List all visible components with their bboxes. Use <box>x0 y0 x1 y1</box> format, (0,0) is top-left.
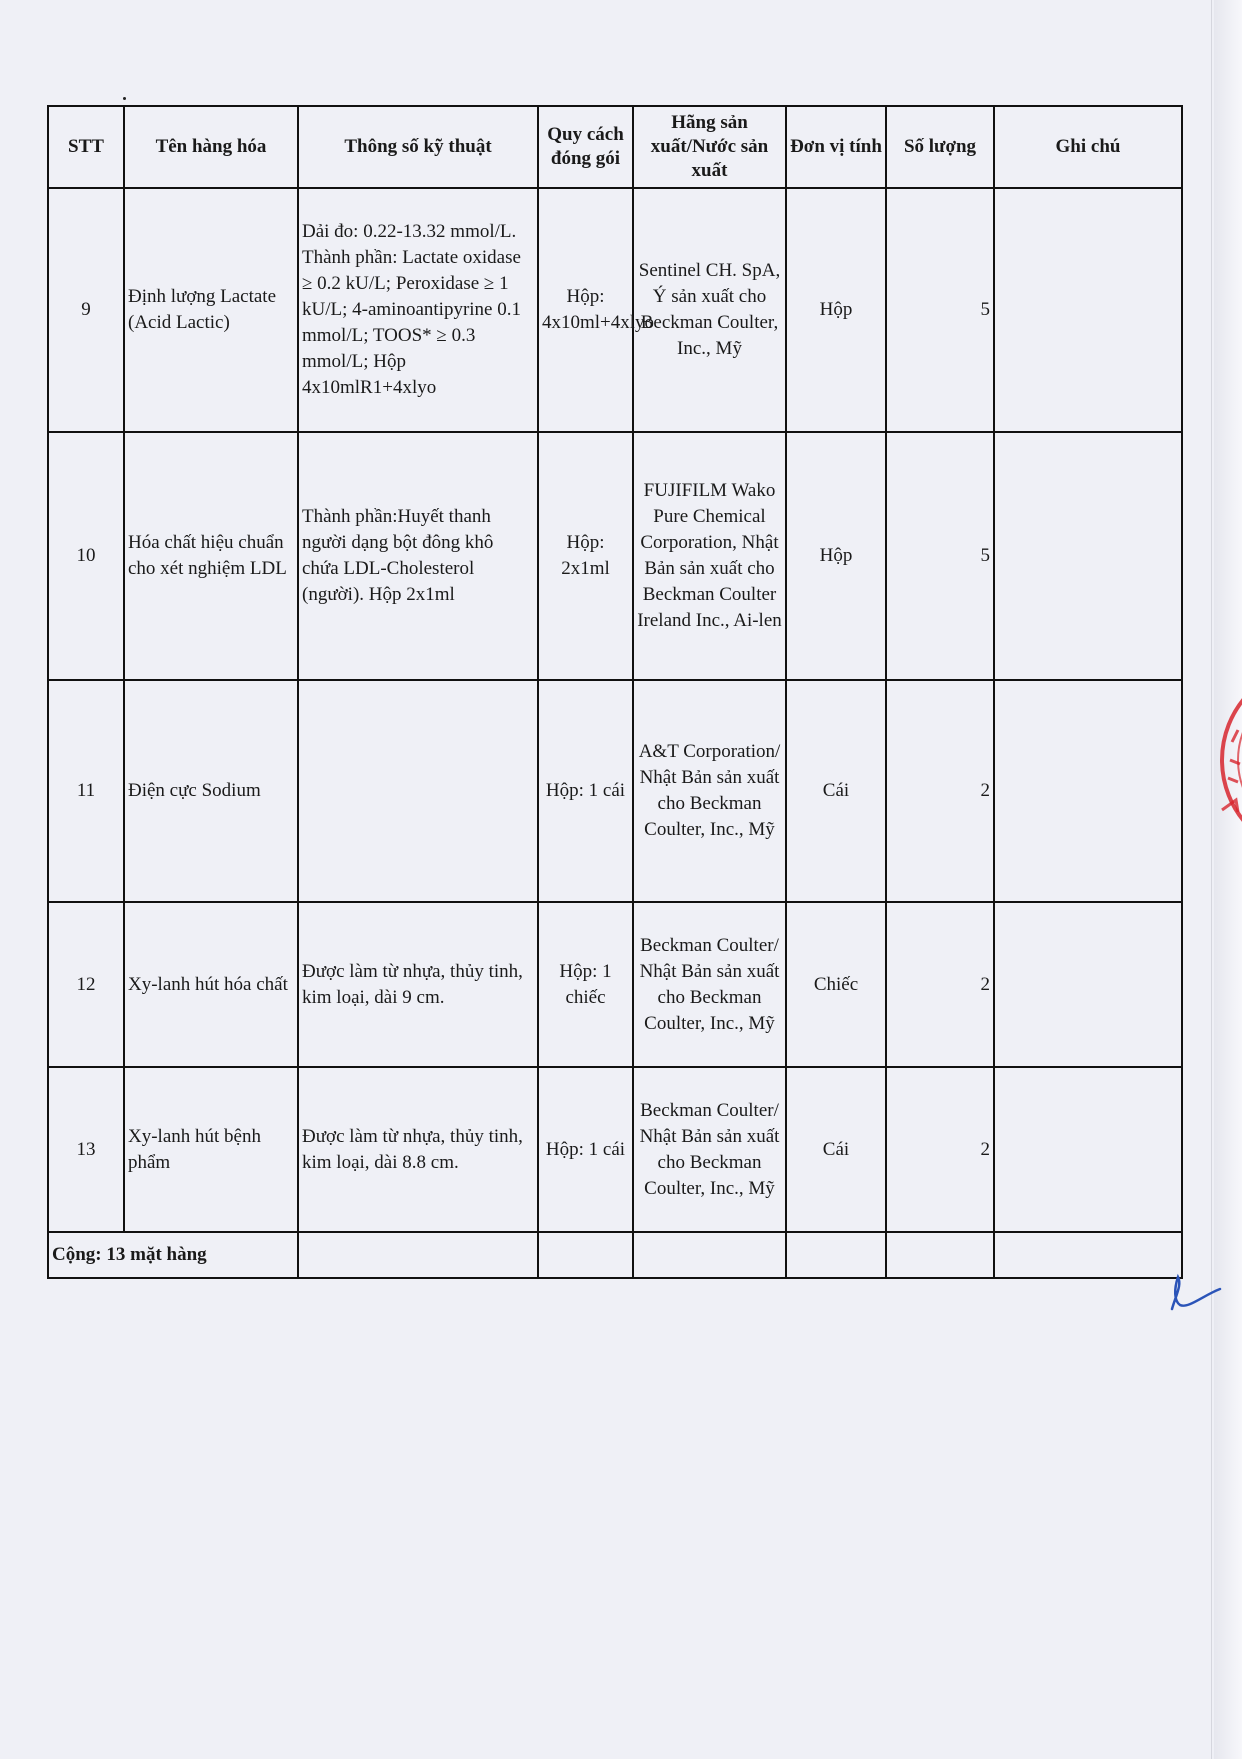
signature-mark <box>1164 1265 1224 1320</box>
cell-quantity: 5 <box>886 188 994 432</box>
header-spec: Thông số kỹ thuật <box>298 106 538 188</box>
cell-stt: 13 <box>48 1067 124 1232</box>
cell-unit: Cái <box>786 1067 886 1232</box>
red-stamp-fragment <box>1208 660 1242 860</box>
goods-table <box>47 105 1183 1279</box>
cell-manufacturer: Sentinel CH. SpA, Ý sản xuất cho Beckman Coulter, Inc., Mỹ <box>633 188 786 432</box>
cell-spec: Thành phần:Huyết thanh người dạng bột đông khô chứa LDL-Cholesterol (người). Hộp 2x1ml <box>298 432 538 680</box>
ink-dot <box>123 97 126 100</box>
header-unit: Đơn vị tính <box>786 106 886 188</box>
cell-unit: Hộp <box>786 432 886 680</box>
cell-name: Xy-lanh hút bệnh phẩm <box>124 1067 298 1232</box>
cell-unit: Hộp <box>786 188 886 432</box>
header-row <box>48 106 1182 188</box>
cell-unit: Cái <box>786 680 886 902</box>
header-stt: STT <box>48 106 124 188</box>
total-label: Cộng: 13 mặt hàng <box>48 1232 298 1278</box>
header-packing: Quy cách đóng gói <box>538 106 633 188</box>
cell-spec: Dải đo: 0.22-13.32 mmol/L. Thành phần: Lactate oxidase ≥ 0.2 kU/L; Peroxidase ≥ 1 kU/L; 4-aminoantipyrine 0.1 mmol/L; TOOS* ≥ 0.3 mmol/L; Hộp 4x10mlR1+4xlyo <box>298 188 538 432</box>
total-cell-empty <box>538 1232 633 1278</box>
cell-packing: Hộp: 2x1ml <box>538 432 633 680</box>
cell-quantity: 2 <box>886 1067 994 1232</box>
table-row <box>48 1067 1182 1232</box>
page-edge <box>1214 0 1242 1759</box>
cell-packing: Hộp: 1 cái <box>538 1067 633 1232</box>
page-edge-line <box>1211 0 1212 1759</box>
cell-spec: Được làm từ nhựa, thủy tinh, kim loại, dài 9 cm. <box>298 902 538 1067</box>
total-cell-empty <box>994 1232 1182 1278</box>
cell-quantity: 2 <box>886 902 994 1067</box>
cell-packing: Hộp: 1 chiếc <box>538 902 633 1067</box>
cell-manufacturer: Beckman Coulter/ Nhật Bản sản xuất cho Beckman Coulter, Inc., Mỹ <box>633 902 786 1067</box>
cell-stt: 11 <box>48 680 124 902</box>
cell-packing: Hộp: 1 cái <box>538 680 633 902</box>
cell-manufacturer: FUJIFILM Wako Pure Chemical Corporation, Nhật Bản sản xuất cho Beckman Coulter Ireland Inc., Ai-len <box>633 432 786 680</box>
cell-name: Xy-lanh hút hóa chất <box>124 902 298 1067</box>
header-manufacturer: Hãng sản xuất/Nước sản xuất <box>633 106 786 188</box>
cell-name: Định lượng Lactate (Acid Lactic) <box>124 188 298 432</box>
cell-unit: Chiếc <box>786 902 886 1067</box>
cell-quantity: 5 <box>886 432 994 680</box>
table-row <box>48 432 1182 680</box>
cell-stt: 10 <box>48 432 124 680</box>
cell-note <box>994 188 1182 432</box>
cell-note <box>994 680 1182 902</box>
total-cell-empty <box>786 1232 886 1278</box>
cell-name: Hóa chất hiệu chuẩn cho xét nghiệm LDL <box>124 432 298 680</box>
total-row <box>48 1232 1182 1278</box>
cell-stt: 9 <box>48 188 124 432</box>
header-note: Ghi chú <box>994 106 1182 188</box>
table-row <box>48 188 1182 432</box>
header-name: Tên hàng hóa <box>124 106 298 188</box>
cell-quantity: 2 <box>886 680 994 902</box>
cell-note <box>994 1067 1182 1232</box>
cell-packing: Hộp: 4x10ml+4xlyo <box>538 188 633 432</box>
cell-manufacturer: A&T Corporation/ Nhật Bản sản xuất cho Beckman Coulter, Inc., Mỹ <box>633 680 786 902</box>
cell-note <box>994 902 1182 1067</box>
cell-note <box>994 432 1182 680</box>
cell-manufacturer: Beckman Coulter/ Nhật Bản sản xuất cho Beckman Coulter, Inc., Mỹ <box>633 1067 786 1232</box>
table-row <box>48 902 1182 1067</box>
table-row <box>48 680 1182 902</box>
total-cell-empty <box>298 1232 538 1278</box>
cell-spec: Được làm từ nhựa, thủy tinh, kim loại, dài 8.8 cm. <box>298 1067 538 1232</box>
cell-name: Điện cực Sodium <box>124 680 298 902</box>
cell-stt: 12 <box>48 902 124 1067</box>
header-quantity: Số lượng <box>886 106 994 188</box>
total-cell-empty <box>633 1232 786 1278</box>
total-cell-empty <box>886 1232 994 1278</box>
cell-spec <box>298 680 538 902</box>
